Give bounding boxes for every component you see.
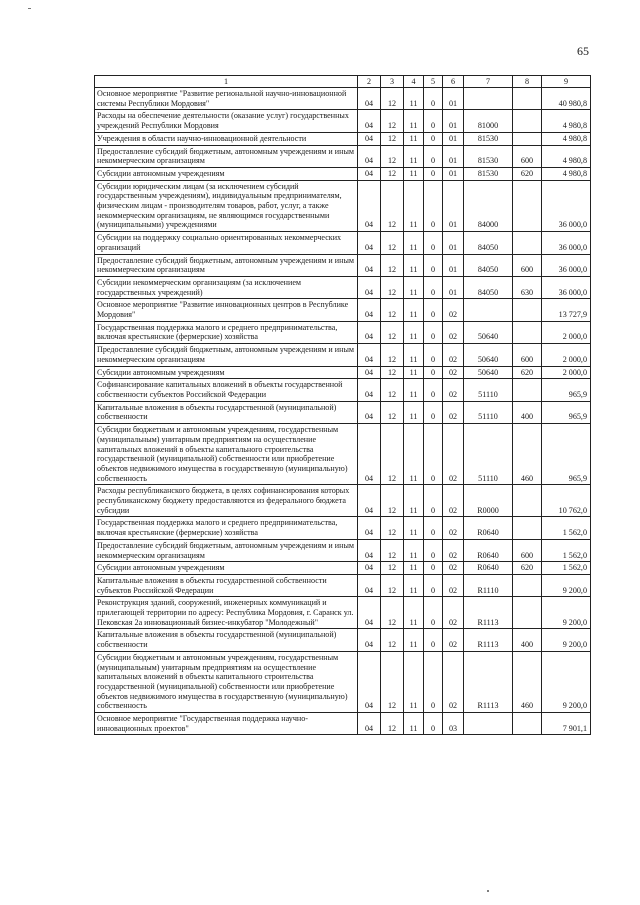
item-name-cell: Расходы на обеспечение деятельности (оказание услуг) государственных учреждений Республики Мордовия (95, 110, 358, 132)
subsection-code-cell: 12 (381, 562, 404, 575)
program-code-cell: 11 (404, 562, 424, 575)
expense-type-cell (513, 574, 542, 596)
scan-mark (28, 8, 31, 9)
amount-cell: 7 901,1 (542, 713, 591, 735)
program-code-cell: 11 (404, 321, 424, 343)
expense-code-cell: R0640 (464, 539, 513, 561)
expense-type-cell: 600 (513, 254, 542, 276)
section-code-cell: 04 (358, 539, 381, 561)
item-name-cell: Учреждения в области научно-инновационной деятельности (95, 132, 358, 145)
expense-code-cell: 50640 (464, 321, 513, 343)
program-code-cell: 11 (404, 366, 424, 379)
scan-dot (487, 890, 489, 892)
subprogram-code-cell: 0 (424, 232, 443, 254)
expense-code-cell: R0000 (464, 485, 513, 517)
amount-cell: 10 762,0 (542, 485, 591, 517)
expense-code-cell: 50640 (464, 366, 513, 379)
program-code-cell: 11 (404, 401, 424, 423)
amount-cell: 2 000,0 (542, 321, 591, 343)
program-code-cell: 11 (404, 651, 424, 712)
section-code-cell: 04 (358, 424, 381, 485)
expense-code-cell: 84050 (464, 254, 513, 276)
item-name-cell: Государственная поддержка малого и среднего предпринимательства, включая крестьянские (фермерские) хозяйства (95, 321, 358, 343)
program-code-cell: 11 (404, 254, 424, 276)
header-cell: 6 (443, 76, 464, 88)
subprogram-code-cell: 0 (424, 180, 443, 232)
expense-type-cell (513, 180, 542, 232)
item-name-cell: Государственная поддержка малого и среднего предпринимательства, включая крестьянские (фермерские) хозяйства (95, 517, 358, 539)
subsection-code-cell: 12 (381, 132, 404, 145)
section-code-cell: 04 (358, 344, 381, 366)
section-code-cell: 04 (358, 299, 381, 321)
expense-type-cell: 400 (513, 401, 542, 423)
item-name-cell: Основное мероприятие "Развитие региональной научно-инновационной системы Республики Мордовия" (95, 88, 358, 110)
header-cell: 3 (381, 76, 404, 88)
amount-cell: 13 727,9 (542, 299, 591, 321)
section-code-cell: 04 (358, 574, 381, 596)
item-name-cell: Субсидии юридическим лицам (за исключением субсидий государственным учреждениям), индивидуальным предпринимателям, физическим лицам - производителям товаров, работ, услуг, а также некоммерческим организациям, не являющимся государственными (муниципальными) учреждениями (95, 180, 358, 232)
program-code-cell: 11 (404, 232, 424, 254)
activity-code-cell: 02 (443, 562, 464, 575)
table-row (95, 651, 591, 712)
section-code-cell: 04 (358, 517, 381, 539)
amount-cell: 36 000,0 (542, 254, 591, 276)
program-code-cell: 11 (404, 344, 424, 366)
subsection-code-cell: 12 (381, 344, 404, 366)
expense-code-cell: 81000 (464, 110, 513, 132)
program-code-cell: 11 (404, 629, 424, 651)
expense-type-cell (513, 321, 542, 343)
header-cell: 4 (404, 76, 424, 88)
subprogram-code-cell: 0 (424, 110, 443, 132)
expense-code-cell: 51110 (464, 424, 513, 485)
activity-code-cell: 02 (443, 379, 464, 401)
subprogram-code-cell: 0 (424, 344, 443, 366)
subprogram-code-cell: 0 (424, 299, 443, 321)
section-code-cell: 04 (358, 379, 381, 401)
amount-cell: 36 000,0 (542, 232, 591, 254)
section-code-cell: 04 (358, 562, 381, 575)
subprogram-code-cell: 0 (424, 651, 443, 712)
subsection-code-cell: 12 (381, 88, 404, 110)
expense-type-cell: 460 (513, 424, 542, 485)
program-code-cell: 11 (404, 517, 424, 539)
program-code-cell: 11 (404, 597, 424, 629)
table-header-row (95, 76, 591, 88)
header-cell: 2 (358, 76, 381, 88)
header-cell: 9 (542, 76, 591, 88)
subsection-code-cell: 12 (381, 180, 404, 232)
amount-cell: 9 200,0 (542, 629, 591, 651)
table-row (95, 299, 591, 321)
expense-code-cell: 51110 (464, 401, 513, 423)
activity-code-cell: 02 (443, 344, 464, 366)
activity-code-cell: 02 (443, 401, 464, 423)
subprogram-code-cell: 0 (424, 562, 443, 575)
expense-type-cell: 460 (513, 651, 542, 712)
amount-cell: 965,9 (542, 424, 591, 485)
subsection-code-cell: 12 (381, 539, 404, 561)
table-row (95, 629, 591, 651)
item-name-cell: Предоставление субсидий бюджетным, автономным учреждениям и иным некоммерческим организациям (95, 539, 358, 561)
expense-code-cell: 84050 (464, 232, 513, 254)
expense-type-cell: 620 (513, 167, 542, 180)
expense-code-cell: R1113 (464, 651, 513, 712)
subprogram-code-cell: 0 (424, 254, 443, 276)
expense-type-cell: 600 (513, 145, 542, 167)
program-code-cell: 11 (404, 424, 424, 485)
amount-cell: 9 200,0 (542, 597, 591, 629)
table-row (95, 574, 591, 596)
expense-type-cell (513, 110, 542, 132)
subprogram-code-cell: 0 (424, 713, 443, 735)
section-code-cell: 04 (358, 145, 381, 167)
item-name-cell: Субсидии автономным учреждениям (95, 167, 358, 180)
table-row (95, 713, 591, 735)
subsection-code-cell: 12 (381, 713, 404, 735)
amount-cell: 965,9 (542, 401, 591, 423)
table-row (95, 276, 591, 298)
item-name-cell: Реконструкция зданий, сооружений, инженерных коммуникаций и прилегающей территории по адресу: Республика Мордовия, г. Саранск ул. Пековская 2а инновационный бизнес-инкубатор "Молодежный" (95, 597, 358, 629)
activity-code-cell: 02 (443, 597, 464, 629)
program-code-cell: 11 (404, 276, 424, 298)
amount-cell: 1 562,0 (542, 517, 591, 539)
item-name-cell: Субсидии бюджетным и автономным учреждениям, государственным (муниципальным) унитарным предприятиям на осуществление капитальных вложений в объекты капитального строительства государственной (муниципальной) собственности или приобретение объектов недвижимого имущества в государственную (муниципальную) собственность (95, 424, 358, 485)
table-row (95, 110, 591, 132)
budget-table (94, 75, 591, 735)
table-row (95, 424, 591, 485)
subprogram-code-cell: 0 (424, 597, 443, 629)
subprogram-code-cell: 0 (424, 145, 443, 167)
subsection-code-cell: 12 (381, 110, 404, 132)
table-row (95, 366, 591, 379)
item-name-cell: Капитальные вложения в объекты государственной (муниципальной) собственности (95, 401, 358, 423)
program-code-cell: 11 (404, 180, 424, 232)
subprogram-code-cell: 0 (424, 321, 443, 343)
table-row (95, 254, 591, 276)
item-name-cell: Субсидии бюджетным и автономным учреждениям, государственным (муниципальным) унитарным предприятиям на осуществление капитальных вложений в объекты капитального строительства государственной (муниципальной) собственности или приобретение объектов недвижимого имущества в государственную (муниципальную) собственность (95, 651, 358, 712)
table-row (95, 132, 591, 145)
subsection-code-cell: 12 (381, 517, 404, 539)
expense-type-cell (513, 713, 542, 735)
expense-type-cell: 630 (513, 276, 542, 298)
amount-cell: 36 000,0 (542, 276, 591, 298)
header-cell: 1 (95, 76, 358, 88)
section-code-cell: 04 (358, 366, 381, 379)
item-name-cell: Субсидии автономным учреждениям (95, 366, 358, 379)
amount-cell: 4 980,8 (542, 132, 591, 145)
expense-type-cell (513, 597, 542, 629)
expense-type-cell (513, 299, 542, 321)
section-code-cell: 04 (358, 88, 381, 110)
header-cell: 5 (424, 76, 443, 88)
expense-type-cell: 620 (513, 366, 542, 379)
program-code-cell: 11 (404, 299, 424, 321)
subsection-code-cell: 12 (381, 276, 404, 298)
table-row (95, 321, 591, 343)
expense-code-cell: 81530 (464, 145, 513, 167)
expense-code-cell: 51110 (464, 379, 513, 401)
expense-type-cell: 400 (513, 629, 542, 651)
program-code-cell: 11 (404, 167, 424, 180)
program-code-cell: 11 (404, 713, 424, 735)
section-code-cell: 04 (358, 401, 381, 423)
subsection-code-cell: 12 (381, 321, 404, 343)
section-code-cell: 04 (358, 254, 381, 276)
program-code-cell: 11 (404, 485, 424, 517)
subprogram-code-cell: 0 (424, 167, 443, 180)
item-name-cell: Субсидии на поддержку социально ориентированных некоммерческих организаций (95, 232, 358, 254)
item-name-cell: Капитальные вложения в объекты государственной (муниципальной) собственности (95, 629, 358, 651)
section-code-cell: 04 (358, 629, 381, 651)
section-code-cell: 04 (358, 110, 381, 132)
subprogram-code-cell: 0 (424, 366, 443, 379)
table-row (95, 401, 591, 423)
subsection-code-cell: 12 (381, 629, 404, 651)
expense-code-cell (464, 299, 513, 321)
program-code-cell: 11 (404, 88, 424, 110)
table-row (95, 88, 591, 110)
subsection-code-cell: 12 (381, 254, 404, 276)
activity-code-cell: 02 (443, 321, 464, 343)
item-name-cell: Основное мероприятие "Государственная поддержка научно-инновационных проектов" (95, 713, 358, 735)
table-row (95, 597, 591, 629)
section-code-cell: 04 (358, 321, 381, 343)
activity-code-cell: 01 (443, 254, 464, 276)
activity-code-cell: 01 (443, 110, 464, 132)
table-row (95, 539, 591, 561)
amount-cell: 1 562,0 (542, 562, 591, 575)
table-row (95, 344, 591, 366)
item-name-cell: Субсидии автономным учреждениям (95, 562, 358, 575)
expense-code-cell: R1113 (464, 629, 513, 651)
item-name-cell: Софинансирование капитальных вложений в объекты государственной собственности субъектов Российской Федерации (95, 379, 358, 401)
subsection-code-cell: 12 (381, 167, 404, 180)
activity-code-cell: 02 (443, 366, 464, 379)
subsection-code-cell: 12 (381, 232, 404, 254)
program-code-cell: 11 (404, 110, 424, 132)
subprogram-code-cell: 0 (424, 539, 443, 561)
table-row (95, 232, 591, 254)
section-code-cell: 04 (358, 232, 381, 254)
subsection-code-cell: 12 (381, 597, 404, 629)
expense-type-cell (513, 485, 542, 517)
item-name-cell: Предоставление субсидий бюджетным, автономным учреждениям и иным некоммерческим организациям (95, 145, 358, 167)
activity-code-cell: 01 (443, 88, 464, 110)
section-code-cell: 04 (358, 485, 381, 517)
amount-cell: 965,9 (542, 379, 591, 401)
subprogram-code-cell: 0 (424, 517, 443, 539)
amount-cell: 36 000,0 (542, 180, 591, 232)
subprogram-code-cell: 0 (424, 132, 443, 145)
subprogram-code-cell: 0 (424, 629, 443, 651)
activity-code-cell: 02 (443, 299, 464, 321)
program-code-cell: 11 (404, 574, 424, 596)
subsection-code-cell: 12 (381, 574, 404, 596)
amount-cell: 2 000,0 (542, 344, 591, 366)
program-code-cell: 11 (404, 379, 424, 401)
subprogram-code-cell: 0 (424, 276, 443, 298)
expense-type-cell (513, 132, 542, 145)
subsection-code-cell: 12 (381, 651, 404, 712)
item-name-cell: Субсидии некоммерческим организациям (за исключением государственных учреждений) (95, 276, 358, 298)
subsection-code-cell: 12 (381, 485, 404, 517)
activity-code-cell: 01 (443, 145, 464, 167)
subprogram-code-cell: 0 (424, 574, 443, 596)
expense-code-cell: R0640 (464, 562, 513, 575)
activity-code-cell: 01 (443, 132, 464, 145)
subsection-code-cell: 12 (381, 379, 404, 401)
expense-type-cell (513, 88, 542, 110)
expense-code-cell: 81530 (464, 132, 513, 145)
expense-code-cell: R0640 (464, 517, 513, 539)
expense-type-cell: 600 (513, 344, 542, 366)
activity-code-cell: 01 (443, 276, 464, 298)
activity-code-cell: 02 (443, 629, 464, 651)
activity-code-cell: 02 (443, 539, 464, 561)
amount-cell: 4 980,8 (542, 110, 591, 132)
table-row (95, 485, 591, 517)
activity-code-cell: 02 (443, 517, 464, 539)
table-row (95, 180, 591, 232)
subprogram-code-cell: 0 (424, 401, 443, 423)
activity-code-cell: 02 (443, 424, 464, 485)
program-code-cell: 11 (404, 145, 424, 167)
subsection-code-cell: 12 (381, 145, 404, 167)
table-row (95, 145, 591, 167)
table-row (95, 167, 591, 180)
subsection-code-cell: 12 (381, 366, 404, 379)
expense-type-cell (513, 517, 542, 539)
page-number: 65 (577, 44, 589, 58)
activity-code-cell: 02 (443, 651, 464, 712)
item-name-cell: Предоставление субсидий бюджетным, автономным учреждениям и иным некоммерческим организациям (95, 254, 358, 276)
amount-cell: 40 980,8 (542, 88, 591, 110)
expense-code-cell: R1113 (464, 597, 513, 629)
activity-code-cell: 03 (443, 713, 464, 735)
amount-cell: 9 200,0 (542, 651, 591, 712)
section-code-cell: 04 (358, 713, 381, 735)
subprogram-code-cell: 0 (424, 424, 443, 485)
expense-code-cell (464, 88, 513, 110)
subprogram-code-cell: 0 (424, 485, 443, 517)
table-row (95, 562, 591, 575)
subprogram-code-cell: 0 (424, 88, 443, 110)
program-code-cell: 11 (404, 539, 424, 561)
subsection-code-cell: 12 (381, 401, 404, 423)
amount-cell: 4 980,8 (542, 167, 591, 180)
program-code-cell: 11 (404, 132, 424, 145)
header-cell: 8 (513, 76, 542, 88)
expense-type-cell: 600 (513, 539, 542, 561)
amount-cell: 4 980,8 (542, 145, 591, 167)
expense-code-cell: R1110 (464, 574, 513, 596)
section-code-cell: 04 (358, 180, 381, 232)
table-row (95, 379, 591, 401)
table-body (95, 76, 591, 735)
expense-code-cell: 50640 (464, 344, 513, 366)
subsection-code-cell: 12 (381, 299, 404, 321)
expense-type-cell (513, 232, 542, 254)
activity-code-cell: 02 (443, 574, 464, 596)
amount-cell: 1 562,0 (542, 539, 591, 561)
section-code-cell: 04 (358, 167, 381, 180)
expense-code-cell: 84000 (464, 180, 513, 232)
item-name-cell: Расходы республиканского бюджета, в целях софинансирования которых республиканскому бюджету предоставляются из федерального бюджета субсидии (95, 485, 358, 517)
section-code-cell: 04 (358, 597, 381, 629)
amount-cell: 2 000,0 (542, 366, 591, 379)
section-code-cell: 04 (358, 276, 381, 298)
header-cell: 7 (464, 76, 513, 88)
activity-code-cell: 02 (443, 485, 464, 517)
section-code-cell: 04 (358, 132, 381, 145)
activity-code-cell: 01 (443, 167, 464, 180)
expense-code-cell (464, 713, 513, 735)
amount-cell: 9 200,0 (542, 574, 591, 596)
activity-code-cell: 01 (443, 180, 464, 232)
item-name-cell: Капитальные вложения в объекты государственной собственности субъектов Российской Федерации (95, 574, 358, 596)
section-code-cell: 04 (358, 651, 381, 712)
expense-code-cell: 81530 (464, 167, 513, 180)
expense-type-cell: 620 (513, 562, 542, 575)
item-name-cell: Основное мероприятие "Развитие инновационных центров в Республике Мордовия" (95, 299, 358, 321)
subsection-code-cell: 12 (381, 424, 404, 485)
table-row (95, 517, 591, 539)
activity-code-cell: 01 (443, 232, 464, 254)
item-name-cell: Предоставление субсидий бюджетным, автономным учреждениям и иным некоммерческим организациям (95, 344, 358, 366)
subprogram-code-cell: 0 (424, 379, 443, 401)
expense-type-cell (513, 379, 542, 401)
expense-code-cell: 84050 (464, 276, 513, 298)
